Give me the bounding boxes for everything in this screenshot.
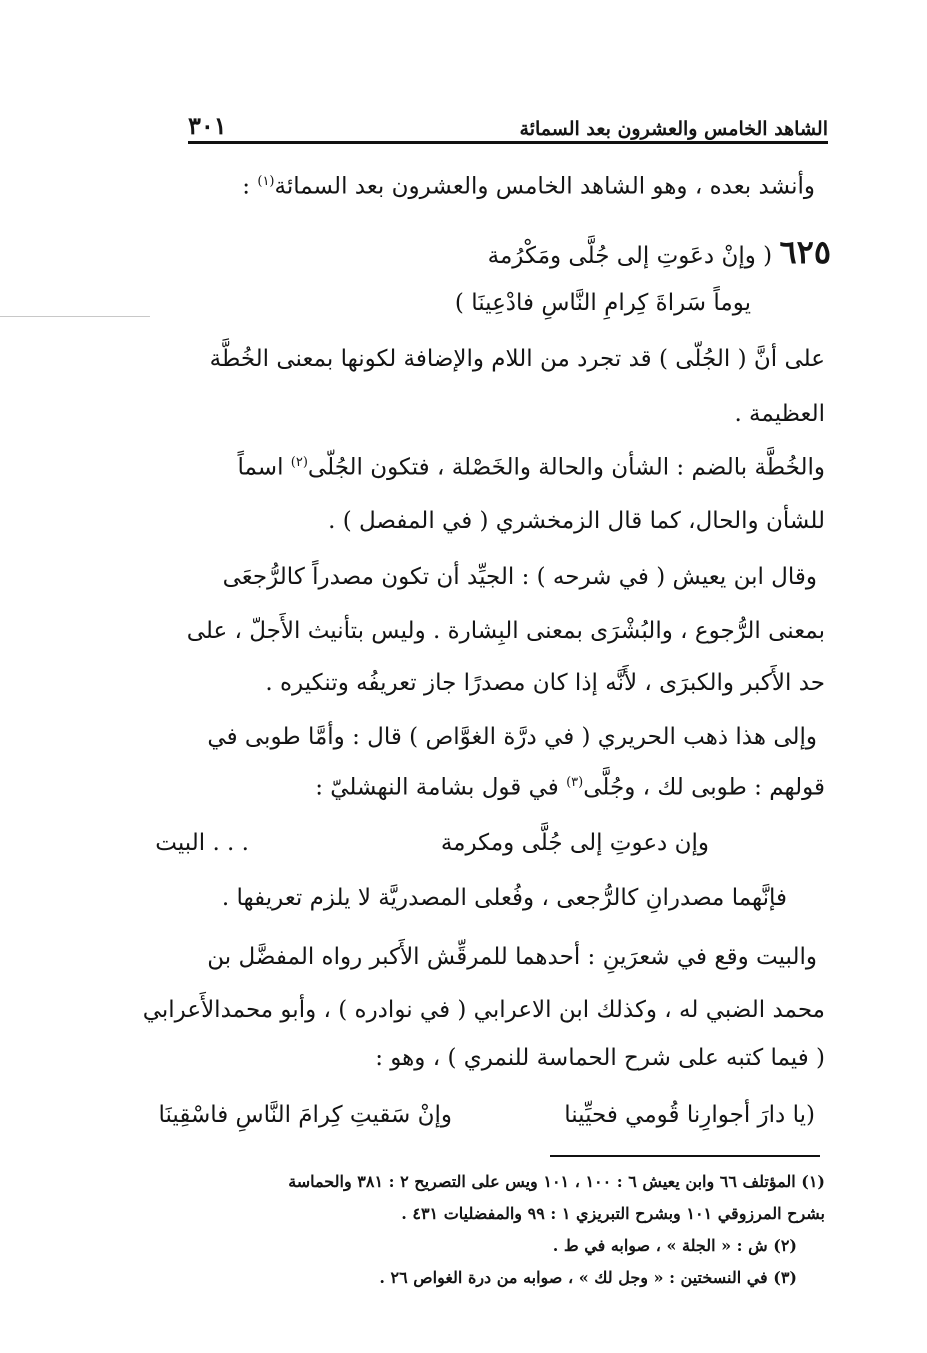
running-title: الشاهد الخامس والعشرون بعد السمائة <box>519 118 828 140</box>
para3-line3: حد الأَكبر والكبرَى ، لأَنَّه إذا كان مصدرًا جاز تعريفُه وتنكيره . <box>265 670 825 696</box>
para2-line1 <box>238 456 826 480</box>
para2-text-b: اسماً <box>237 454 284 481</box>
last-verse-hemistich-2: وإنْ سَقيتِ كِرامَ النَّاسِ فاسْقِينَا <box>158 1102 452 1128</box>
footnote-2: (٢) ش : « الجلة » ، صوابه في ط . <box>552 1236 797 1255</box>
para6-line3: ( فيما كتبه على شرح الحماسة للنمري ) ، وهو : <box>375 1045 825 1071</box>
running-header <box>188 100 828 140</box>
para1-line1: على أنَّ ( الجُلّى ) قد تجرد من اللام والإضافة لكونها بمعنى الخُطَّة <box>209 346 825 372</box>
para4-line2 <box>315 776 825 800</box>
quoted-verse: وإن دعوتِ إلى جُلَّى ومكرمة <box>440 830 709 856</box>
intro-colon: : <box>242 173 251 200</box>
footnote-ref-3: (٣) <box>566 775 584 790</box>
para1-line2: العظيمة . <box>734 401 825 427</box>
footnote-1-line2: بشرح المرزوقي ١٠١ وبشرح التبريزي ١ : ٩٩ والمفضليات ٤٣١ . <box>401 1204 825 1223</box>
footnote-ref-1: (١) <box>257 174 275 189</box>
footnote-3: (٣) في النسختين : « وجل لك » ، صوابه من درة الغواص ٢٦ . <box>379 1268 797 1287</box>
quoted-verse-ellipsis: . . . البيت <box>155 830 249 856</box>
footnote-rule <box>550 1155 820 1157</box>
verse-hemistich-1: ( وإنْ دعَوتِ إلى جُلَّى ومَكْرُمة <box>487 243 773 269</box>
verse-hemistich-2: يوماً سَراةَ كِرامِ النَّاسِ فادْعِينَا ) <box>454 290 751 316</box>
footnote-1-line1: (١) المؤتلف ٦٦ وابن يعيش ٦ : ١٠٠ ، ١٠١ ويس على التصريح ٢ : ٣٨١ والحماسة <box>288 1172 825 1191</box>
verse-625-line1 <box>487 233 831 271</box>
para3-line1: وقال ابن يعيش ( في شرحه ) : الجيِّد أن تكون مصدراً كالرُّجعَى <box>222 564 817 590</box>
para4-line1: وإلى هذا ذهب الحريري ( في درَّة الغوَّاص ) قال : وأمَّا طوبى في <box>207 724 817 750</box>
intro-text: وأنشد بعده ، وهو الشاهد الخامس والعشرون بعد السمائة <box>274 173 815 200</box>
para3-line2: بمعنى الرُّجوع ، والبُشْرَى بمعنى البِشارة . وليس بتأنيث الأَجلّ ، على <box>186 618 825 644</box>
para2-text-a: والخُطَّة بالضم : الشأن والحالة والخَصْلة ، فتكون الجُلّى <box>307 454 825 481</box>
para2-line2: للشأن والحال، كما قال الزمخشري ( في المفصل ) . <box>328 508 825 534</box>
verse-number: ٦٢٥ <box>779 233 831 271</box>
footnote-ref-2: (٢) <box>290 455 308 470</box>
para6-line1: والبيت وقع في شعرَينِ : أحدهما للمرقِّش الأَكبر رواه المفضَّل بن <box>207 944 817 970</box>
header-rule <box>188 141 828 144</box>
para5-line1: فإنَّهما مصدرانِ كالرُّجعى ، وفُعلى المصدريَّة لا يلزم تعريفها . <box>221 885 787 911</box>
para4-text-a: قولهم : طوبى لك ، وجُلَّى <box>583 774 825 801</box>
para6-line2: محمد الضبي له ، وكذلك ابن الاعرابي ( في نوادره ) ، وأبو محمدالأَعرابي <box>142 997 825 1023</box>
page-number: ٣٠١ <box>188 111 227 140</box>
scan-artifact-line <box>0 316 150 317</box>
intro-line <box>242 175 815 199</box>
para4-text-b: في قول بشامة النهشليّ : <box>315 774 559 801</box>
last-verse-hemistich-1: (يا دارَ أجوارِنا قُومي فحيِّينا <box>564 1102 815 1128</box>
